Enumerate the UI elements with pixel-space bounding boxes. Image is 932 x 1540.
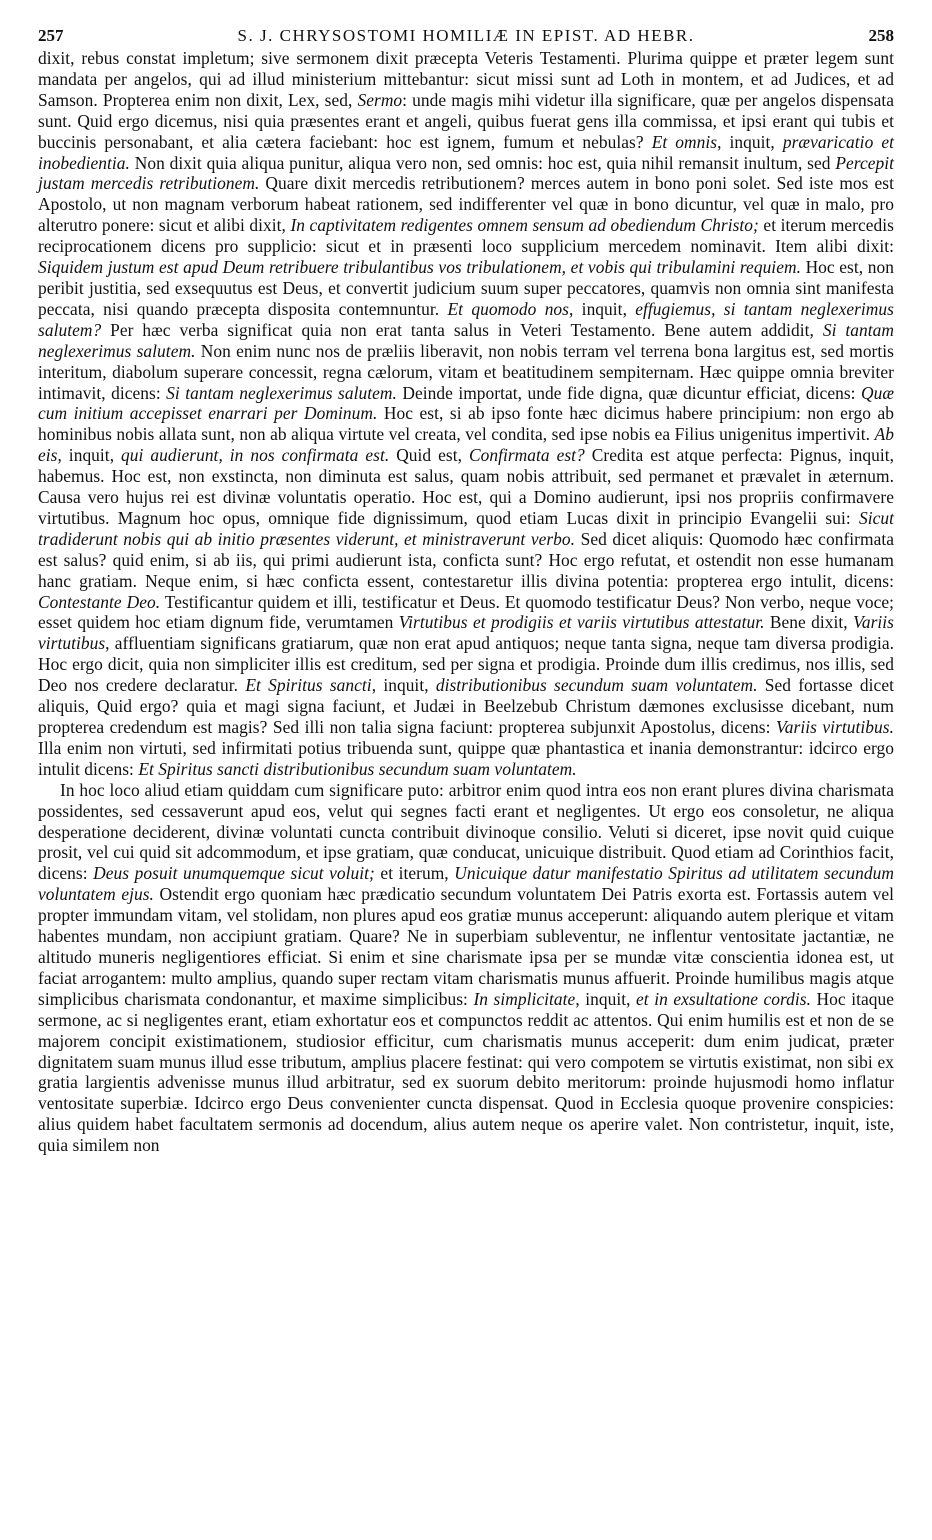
text-run: , inquit, bbox=[57, 445, 122, 466]
text-run: , inquit, bbox=[371, 675, 436, 696]
italic-quotation: Ab eis bbox=[38, 424, 894, 466]
text-run: Sed fortasse dicet aliquis, Quid ergo? quia et magi signa faciunt, et Judæi in Beelzebub Christum dæmones exclusisse dicebant, num propterea credendum est magis? Sed illi non talia signa faciunt: propterea subjunxit Apostolus, dicens: bbox=[38, 675, 894, 737]
italic-quotation: qui audierunt, in nos confirmata est. bbox=[121, 445, 390, 466]
italic-quotation: Sermo bbox=[357, 89, 403, 110]
italic-quotation: Et Spiritus sancti distributionibus secundum suam voluntatem. bbox=[138, 758, 577, 779]
italic-quotation: Sicut tradiderunt nobis qui ab initio præsentes viderunt, et ministraverunt verbo. bbox=[38, 507, 894, 549]
italic-quotation: Variis virtutibus. bbox=[776, 717, 894, 737]
text-run: , affluentiam significans gratiarum, quæ non erat apud antiquos; neque tanta signa, neque tam diversa prodigia. Hoc ergo dicit, quia non simpliciter illis est creditum, sed per signa et prodigia. Proinde dum illis credimus, nos illis, sed Deo nos credere declaratur. bbox=[38, 633, 894, 696]
left-page-number: 257 bbox=[38, 26, 64, 45]
italic-quotation: Et omnis bbox=[651, 131, 718, 152]
text-run: Per hæc verba significat quia non erat tanta salus in Veteri Testamento. Bene autem addidit, bbox=[101, 319, 823, 340]
text-run: Credita est atque perfecta: Pignus, inquit, habemus. Hoc est, non exstincta, non diminuta est salus, quam nobis attribuit, sed permanet et prævalet in æternum. Causa vero hujus rei est divinæ voluntatis operatio. Hoc est, qui a Domino audierunt, ipsi nos propriis confirmavere virtutibus. Magnum hoc opus, omnique fide dignissimum, quod etiam Lucas dixit in principio Evangelii sui: bbox=[38, 445, 894, 528]
italic-quotation: Unicuique datur manifestatio Spiritus ad utilitatem secundum voluntatem ejus. bbox=[38, 863, 894, 905]
text-run: In hoc loco aliud etiam quiddam cum significare puto: arbitror enim quod intra eos non erant plures divina charismata possidentes, sed cessaverunt apud eos, velut qui segnes facti erant et negligentes. Ut ergo eos consoletur, ne aliqua desperatione deciderent, divinæ voluntati cuncta contribuit divinoque consilio. Veluti si diceret, ipse novit quid cuique prosit, vel cui quid sit adcommodum, et ipse gratiam, quæ conducat, unicuique distribuit. Quod etiam ad Corinthios facit, dicens: bbox=[38, 779, 894, 884]
italic-quotation: et in exsultatione cordis. bbox=[636, 988, 812, 1009]
italic-quotation: Quæ cum initium accepisset enarrari per Dominum. bbox=[38, 382, 894, 424]
text-run: dixit, rebus constat impletum; sive sermonem dixit præcepta Veteris Testamenti. Plurima quippe et præter legem sunt mandata per angelos, qui ad illud ministerium mittebantur: sicut missi sunt ad Loth in montem, et ad Judices, et ad Samson. Propterea enim non dixit, Lex, sed, bbox=[38, 48, 894, 110]
text-run: Hoc est, non peribit justitia, sed exsequutus est Deus, et convertit judicium suum super peccatores, quamvis non omnia sint manifesta peccata, nisi quando præcepta disposita contemnuntur. bbox=[38, 257, 894, 319]
text-run: Quare dixit mercedis retributionem? merces autem in bono poni solet. Sed iste mos est Apostolo, ut non magnam verborum habeat rationem, sed indifferenter vel quæ in bono dicuntur, vel quæ in malo, pro alterutro ponere: sicut et alibi dixit, bbox=[38, 173, 894, 236]
italic-quotation: In captivitatem redigentes omnem sensum ad obediendum Christo; bbox=[290, 215, 759, 236]
italic-quotation: Deus posuit unumquemque sicut voluit; bbox=[93, 863, 375, 884]
paragraph-2 bbox=[38, 780, 894, 1156]
text-run: Non dixit quia aliqua punitur, aliqua vero non, sed omnis: hoc est, quia nihil remansit inultum, sed bbox=[129, 152, 836, 173]
text-run: et iterum mercedis reciprocationem dicens pro supplicio: sicut et in præsenti loco supplicium mercedem nominavit. Item alibi dixit: bbox=[38, 215, 894, 257]
italic-quotation: Si tantam neglexerimus salutem. bbox=[166, 382, 397, 403]
italic-quotation: Virtutibus et prodigiis et variis virtutibus attestatur. bbox=[398, 612, 765, 633]
text-run: Testificantur quidem et illi, testificatur et Deus. Et quomodo testificatur Deus? Non verbo, neque voce; esset quidem hoc etiam dignum fide, verumtamen bbox=[38, 591, 895, 633]
text-run: Deinde importat, unde fide digna, quæ dicuntur efficiat, dicens: bbox=[396, 382, 861, 403]
text-run: Quid est, bbox=[389, 445, 469, 466]
italic-quotation: Si tantam neglexerimus salutem. bbox=[38, 319, 894, 361]
italic-quotation: prævaricatio et inobedientia. bbox=[38, 131, 894, 173]
paragraph-1 bbox=[38, 48, 894, 780]
italic-quotation: Contestante Deo. bbox=[38, 591, 161, 612]
text-run: Ostendit ergo quoniam hæc prædicatio secundum voluntatem Dei Patris exorta est. Fortassis autem vel propter immundam vitam, vel stolidam, non plures apud eos gratiæ munus acceperunt: aliquando autem plerique et vitam habentes mundam, non accipiunt gratiam. Quare? Ne in superbiam subleventur, ne inflentur ventositate jactantiæ, ne altitudo muneris negligentiores efficiat. Si enim et sine charismate ipsa per se mundæ vitæ conscientia idonea est, ut faciat arrogantem: multo amplius, quando super rectam vitam charismatis munus affuerit. Proinde humilibus magis atque simplicibus charismata condonantur, et maxime simplicibus: bbox=[38, 884, 894, 1009]
text-run: Hoc itaque sermone, ac si negligentes erant, etiam exhortatur eos et compunctos reddit ac attentos. Qui enim humilis est et non de se majorem concipit existimationem, studiosior efficitur, cum charismatis munus acceperit: dum enim judicat, præter dignitatem suam munus illud esse tributum, amplius placere festinat: qui vero compotem se virtutis existimat, non sibi ex gratia largientis advenisse munus illud arbitratur, sed ex suorum debito meritorum: proinde hujusmodi homo inflatur ventositate superbiæ. Idcirco ergo Deus convenienter cuncta dispensat. Quod in Ecclesia quoque provenire conspicies: alius quidem habet facultatem sermonis ad docendum, alius autem neque os aperire valet. Non contristetur, inquit, iste, quia similem non bbox=[38, 988, 894, 1156]
text-run: Non enim nunc nos de præliis liberavit, non nobis terram vel terrena bona largitus est, sed mortis interitum, diabolum superare concessit, regna cælorum, vitam et beatitudinem sempiternam. Hæc quippe omnia breviter intimavit, dicens: bbox=[38, 340, 894, 403]
italic-quotation: distributionibus secundum suam voluntatem. bbox=[435, 675, 758, 696]
italic-quotation: In simplicitate bbox=[473, 988, 576, 1009]
text-run: , inquit, bbox=[717, 131, 783, 152]
text-run: Hoc est, si ab ipso fonte hæc dicimus habere principium: non ergo ab hominibus nobis allata sunt, non ab aliqua virtute vel creata, vel condita, sed ipse nobis ea Filius unigenitus impertivit. bbox=[38, 403, 895, 445]
text-run: Illa enim non virtuti, sed infirmitati potius tribuenda sunt, quippe quæ phantastica et inania demonstrantur: idcirco ergo intulit dicens: bbox=[38, 737, 894, 779]
italic-quotation: Percepit justam mercedis retributionem. bbox=[38, 152, 894, 194]
text-run: et iterum, bbox=[374, 863, 455, 884]
italic-quotation: effugiemus, si tantam neglexerimus salutem? bbox=[38, 298, 894, 340]
text-run: , inquit, bbox=[569, 298, 636, 319]
text-run: , inquit, bbox=[575, 988, 637, 1009]
text-run: Bene dixit, bbox=[764, 612, 854, 633]
italic-quotation: Siquidem justum est apud Deum retribuere tribulantibus vos tribulationem, et vobis qui tribulamini requiem. bbox=[38, 257, 801, 278]
italic-quotation: Confirmata est? bbox=[468, 445, 585, 466]
italic-quotation: Et quomodo nos bbox=[447, 298, 569, 319]
running-title: S. J. CHRYSOSTOMI HOMILIÆ IN EPIST. AD HEBR. bbox=[237, 26, 695, 45]
italic-quotation: Variis virtutibus bbox=[38, 612, 894, 654]
text-run: : unde magis mihi videtur illa significare, quæ per angelos dispensata sunt. Quid ergo dicemus, nisi quia præsentes erant et angeli, quibus fuerat gens illa commissa, et ipsi erant qui tubis et buccinis personabant, et alia cætera faciebant: hoc est ignem, fumum et nebulas? bbox=[38, 89, 895, 152]
italic-quotation: Et Spiritus sancti bbox=[245, 675, 372, 696]
text-run: Sed dicet aliquis: Quomodo hæc confirmata est salus? quid enim, si ab iis, qui primi audierunt ista, conficta sunt? Hoc ergo refutat, et ostendit non esse humanam hanc gratiam. Neque enim, si hæc conficta essent, contestaretur illis divina potentia: propterea ergo intulit, dicens: bbox=[38, 528, 895, 591]
right-page-number: 258 bbox=[868, 26, 894, 45]
running-header bbox=[38, 26, 894, 48]
